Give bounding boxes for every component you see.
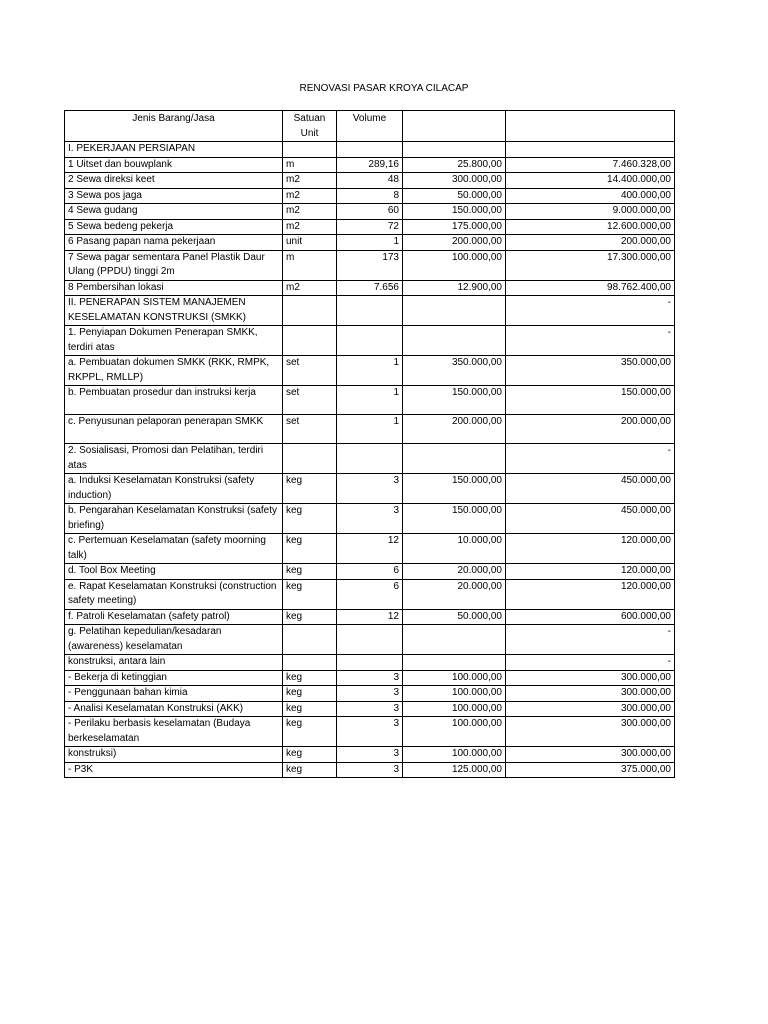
cell-unit: m2 (283, 219, 337, 235)
cell-item: - Bekerja di ketinggian (65, 670, 283, 686)
table-row (65, 474, 675, 504)
cell-volume: 6 (337, 579, 403, 609)
cell-unit: keg (283, 670, 337, 686)
cell-total: 17.300.000,00 (506, 250, 675, 280)
cell-item: c. Pertemuan Keselamatan (safety moorning talk) (65, 534, 283, 564)
cell-total: 450.000,00 (506, 474, 675, 504)
table-row (65, 173, 675, 189)
cell-item: 2 Sewa direksi keet (65, 173, 283, 189)
cell-volume: 12 (337, 534, 403, 564)
header-total (506, 111, 675, 142)
table-row (65, 157, 675, 173)
cell-item: b. Pengarahan Keselamatan Konstruksi (safety briefing) (65, 504, 283, 534)
cell-item: b. Pembuatan prosedur dan instruksi kerja (65, 386, 283, 415)
cell-volume: 3 (337, 504, 403, 534)
cell-volume (337, 326, 403, 356)
table-row (65, 609, 675, 625)
table-row (65, 747, 675, 763)
table-row (65, 534, 675, 564)
cell-total: - (506, 444, 675, 474)
cell-price: 150.000,00 (403, 386, 506, 415)
cell-unit (283, 296, 337, 326)
cell-price (403, 296, 506, 326)
cell-price (403, 326, 506, 356)
cell-total: 300.000,00 (506, 670, 675, 686)
header-unit (283, 111, 337, 142)
cell-item: f. Patroli Keselamatan (safety patrol) (65, 609, 283, 625)
cell-total: 400.000,00 (506, 188, 675, 204)
cell-price: 10.000,00 (403, 534, 506, 564)
table-row (65, 326, 675, 356)
cell-total: 120.000,00 (506, 534, 675, 564)
table-row (65, 564, 675, 580)
cell-price: 100.000,00 (403, 670, 506, 686)
cell-total: - (506, 326, 675, 356)
cell-total: 200.000,00 (506, 415, 675, 444)
cell-item: c. Penyusunan pelaporan penerapan SMKK (65, 415, 283, 444)
cell-volume (337, 142, 403, 158)
table-body (65, 142, 675, 778)
cell-unit: keg (283, 579, 337, 609)
cell-price (403, 625, 506, 655)
cell-total: - (506, 296, 675, 326)
cell-item: - Perilaku berbasis keselamatan (Budaya berkeselamatan (65, 717, 283, 747)
table-row (65, 444, 675, 474)
cell-total: - (506, 625, 675, 655)
cell-price: 100.000,00 (403, 686, 506, 702)
header-unit-line1: Satuan (293, 113, 326, 124)
cell-price: 100.000,00 (403, 717, 506, 747)
table-row (65, 386, 675, 415)
cell-item: 1. Penyiapan Dokumen Penerapan SMKK, terdiri atas (65, 326, 283, 356)
cell-price: 200.000,00 (403, 415, 506, 444)
cell-unit (283, 655, 337, 671)
cell-price: 12.900,00 (403, 280, 506, 296)
cell-unit: keg (283, 701, 337, 717)
table-row (65, 717, 675, 747)
table-row (65, 280, 675, 296)
cell-volume (337, 625, 403, 655)
cell-unit: keg (283, 717, 337, 747)
cell-total: 600.000,00 (506, 609, 675, 625)
cell-item: 6 Pasang papan nama pekerjaan (65, 235, 283, 251)
cell-price: 50.000,00 (403, 188, 506, 204)
cell-total: 200.000,00 (506, 235, 675, 251)
cell-total: 120.000,00 (506, 579, 675, 609)
cell-price: 150.000,00 (403, 474, 506, 504)
cell-volume: 3 (337, 474, 403, 504)
cell-total: 450.000,00 (506, 504, 675, 534)
cell-price: 125.000,00 (403, 762, 506, 778)
cell-price: 20.000,00 (403, 564, 506, 580)
table-row (65, 701, 675, 717)
cell-unit: keg (283, 747, 337, 763)
cell-price: 150.000,00 (403, 504, 506, 534)
cell-volume: 1 (337, 386, 403, 415)
cell-volume: 1 (337, 235, 403, 251)
cell-item: konstruksi, antara lain (65, 655, 283, 671)
cell-price: 100.000,00 (403, 250, 506, 280)
cell-item: - Analisi Keselamatan Konstruksi (AKK) (65, 701, 283, 717)
cell-price: 350.000,00 (403, 356, 506, 386)
cell-unit: keg (283, 564, 337, 580)
cell-item: I. PEKERJAAN PERSIAPAN (65, 142, 283, 158)
cell-volume (337, 444, 403, 474)
cell-total: 375.000,00 (506, 762, 675, 778)
cell-unit: m2 (283, 280, 337, 296)
table-row (65, 670, 675, 686)
cell-unit (283, 326, 337, 356)
cell-unit: keg (283, 504, 337, 534)
cell-item: 3 Sewa pos jaga (65, 188, 283, 204)
cell-unit: keg (283, 474, 337, 504)
cell-item: 4 Sewa gudang (65, 204, 283, 220)
cell-volume (337, 296, 403, 326)
cell-item: d. Tool Box Meeting (65, 564, 283, 580)
cell-total: 300.000,00 (506, 747, 675, 763)
cell-unit: keg (283, 762, 337, 778)
cell-price: 100.000,00 (403, 747, 506, 763)
cell-volume: 8 (337, 188, 403, 204)
cell-unit: keg (283, 534, 337, 564)
cell-unit: m (283, 250, 337, 280)
cell-unit (283, 142, 337, 158)
cell-item: 7 Sewa pagar sementara Panel Plastik Daur Ulang (PPDU) tinggi 2m (65, 250, 283, 280)
table-row (65, 415, 675, 444)
cell-item: II. PENERAPAN SISTEM MANAJEMEN KESELAMATAN KONSTRUKSI (SMKK) (65, 296, 283, 326)
cell-volume: 3 (337, 762, 403, 778)
cell-price: 300.000,00 (403, 173, 506, 189)
cell-volume: 48 (337, 173, 403, 189)
table-row (65, 235, 675, 251)
cell-price: 50.000,00 (403, 609, 506, 625)
cell-item: konstruksi) (65, 747, 283, 763)
cell-item: 8 Pembersihan lokasi (65, 280, 283, 296)
cell-total: 14.400.000,00 (506, 173, 675, 189)
cell-unit: set (283, 356, 337, 386)
cell-total: 150.000,00 (506, 386, 675, 415)
cell-unit: m2 (283, 188, 337, 204)
cell-volume: 1 (337, 356, 403, 386)
cell-unit: unit (283, 235, 337, 251)
header-unit-line2: Unit (300, 127, 319, 139)
header-volume: Volume (337, 111, 403, 142)
cell-price: 150.000,00 (403, 204, 506, 220)
cell-item: - Penggunaan bahan kimia (65, 686, 283, 702)
cell-unit (283, 625, 337, 655)
cell-unit: m (283, 157, 337, 173)
cell-volume: 289,16 (337, 157, 403, 173)
cell-volume: 6 (337, 564, 403, 580)
table-row (65, 762, 675, 778)
cell-unit: m2 (283, 173, 337, 189)
cell-item: e. Rapat Keselamatan Konstruksi (construction safety meeting) (65, 579, 283, 609)
cell-price (403, 655, 506, 671)
cell-volume: 7.656 (337, 280, 403, 296)
cell-total: 300.000,00 (506, 701, 675, 717)
table-row (65, 204, 675, 220)
table-row (65, 296, 675, 326)
cell-volume: 60 (337, 204, 403, 220)
cell-volume: 72 (337, 219, 403, 235)
cell-item: a. Induksi Keselamatan Konstruksi (safety induction) (65, 474, 283, 504)
document-title: RENOVASI PASAR KROYA CILACAP (299, 83, 469, 94)
cell-price: 175.000,00 (403, 219, 506, 235)
cell-volume: 1 (337, 415, 403, 444)
table-row (65, 219, 675, 235)
cell-price: 20.000,00 (403, 579, 506, 609)
cell-item: 2. Sosialisasi, Promosi dan Pelatihan, terdiri atas (65, 444, 283, 474)
cell-volume: 3 (337, 701, 403, 717)
cell-unit: m2 (283, 204, 337, 220)
cell-price (403, 444, 506, 474)
cell-unit: set (283, 386, 337, 415)
cell-unit: keg (283, 609, 337, 625)
cell-item: - P3K (65, 762, 283, 778)
cell-volume: 173 (337, 250, 403, 280)
cell-item: 1 Uitset dan bouwplank (65, 157, 283, 173)
cell-unit (283, 444, 337, 474)
cell-total: 300.000,00 (506, 717, 675, 747)
cell-total: 300.000,00 (506, 686, 675, 702)
cell-volume: 3 (337, 717, 403, 747)
cell-item: a. Pembuatan dokumen SMKK (RKK, RMPK, RKPPL, RMLLP) (65, 356, 283, 386)
cell-total (506, 142, 675, 158)
cost-table (64, 110, 675, 778)
cell-price: 25.800,00 (403, 157, 506, 173)
cell-volume (337, 655, 403, 671)
cell-volume: 12 (337, 609, 403, 625)
cell-total: 98.762.400,00 (506, 280, 675, 296)
header-price (403, 111, 506, 142)
cell-price (403, 142, 506, 158)
cell-unit: set (283, 415, 337, 444)
cell-total: 120.000,00 (506, 564, 675, 580)
cell-total: 350.000,00 (506, 356, 675, 386)
cell-price: 200.000,00 (403, 235, 506, 251)
table-row (65, 356, 675, 386)
table-row (65, 504, 675, 534)
cell-total: - (506, 655, 675, 671)
table-header (65, 111, 675, 142)
table-row (65, 188, 675, 204)
cell-total: 12.600.000,00 (506, 219, 675, 235)
cell-volume: 3 (337, 686, 403, 702)
table-row (65, 250, 675, 280)
cell-price: 100.000,00 (403, 701, 506, 717)
cell-item: g. Pelatihan kepedulian/kesadaran (awareness) keselamatan (65, 625, 283, 655)
table-row (65, 655, 675, 671)
table-row (65, 579, 675, 609)
table-row (65, 686, 675, 702)
cell-total: 9.000.000,00 (506, 204, 675, 220)
header-item: Jenis Barang/Jasa (65, 111, 283, 142)
table-row (65, 625, 675, 655)
cell-unit: keg (283, 686, 337, 702)
cell-total: 7.460.328,00 (506, 157, 675, 173)
cell-volume: 3 (337, 747, 403, 763)
cell-item: 5 Sewa bedeng pekerja (65, 219, 283, 235)
table-row (65, 142, 675, 158)
cell-volume: 3 (337, 670, 403, 686)
